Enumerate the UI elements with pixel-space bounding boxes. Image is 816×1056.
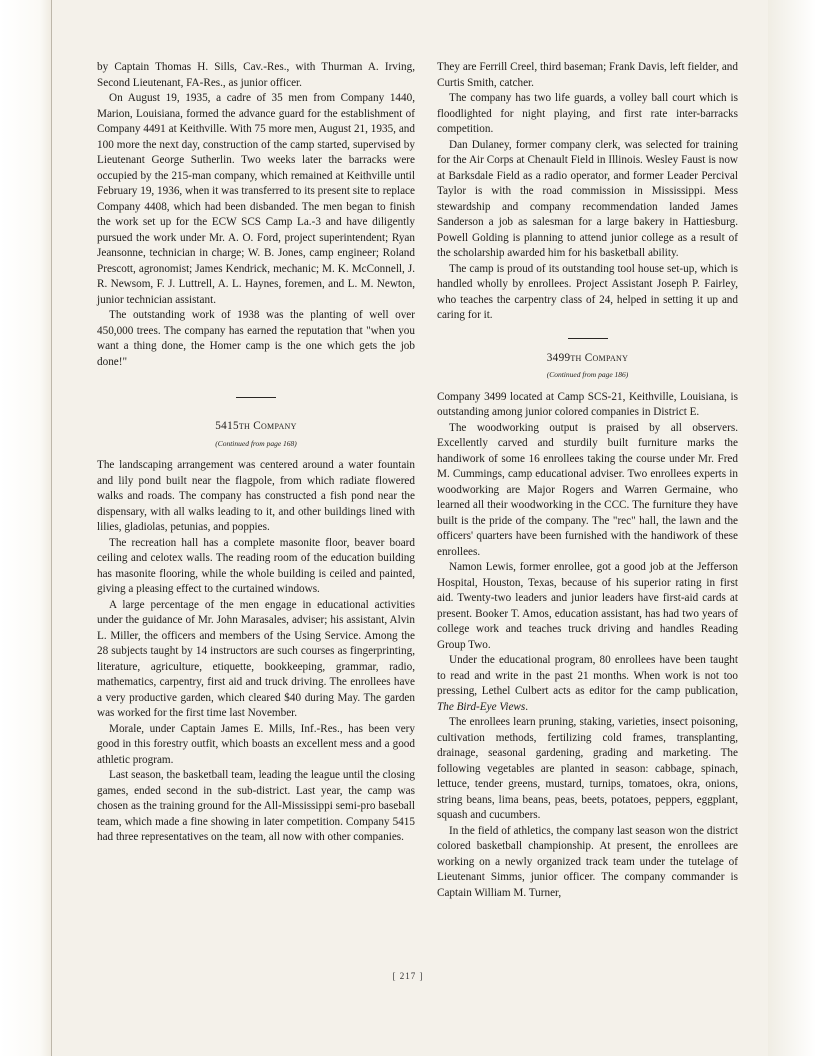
paragraph: The enrollees learn pruning, staking, varieties, insect poisoning, cultivation methods, fertilizing cold frames, transplanting, drainage, seasonal gardening, grading and marketing. The following vegetables are planted in season: cabbage, spinach, lettuce, tender greens, mustard, turnips, tomatoes, okra, onions, string beans, lima beans, peas, beets, potatoes, peppers, eggplant, squash and cucumbers. xyxy=(437,716,738,821)
left-column xyxy=(97,60,415,846)
section-heading-5415 xyxy=(97,397,415,451)
right-page-shadow xyxy=(768,0,816,1056)
paragraph: The recreation hall has a complete masonite floor, beaver board ceiling and celotex walls. The reading room of the education building has masonite flooring, while the whole building is ceiled and painted, giving a pleasing effect to the curtained windows. xyxy=(97,536,415,595)
paragraph: The outstanding work of 1938 was the planting of well over 450,000 trees. The company has earned the reputation that "when you want a thing done, the Homer camp is the one which gets the job done!" xyxy=(97,309,415,368)
paragraph: Last season, the basketball team, leading the league until the closing games, ended second in the sub-district. Last year, the camp was chosen as the training ground for the All-Mississippi semi-pro baseball team, which made a fine showing in later competition. Company 5415 had three representatives on the team, all now with other companies. xyxy=(97,769,415,843)
paragraph: Namon Lewis, former enrollee, got a good job at the Jefferson Hospital, Houston, Texas, because of his superior rating in first aid. Twenty-two leaders and junior leaders have first-aid cards at present. Booker T. Amos, education assistant, has had two years of college work and teaches truck driving and handles Reading Group Two. xyxy=(437,561,738,651)
paragraph: A large percentage of the men engage in educational activities under the guidance of Mr. John Marasales, adviser; his assistant, Alvin L. Miller, the officers and members of the Using Service. Among the 28 subjects taught by 14 instructors are such courses as fingerprinting, literature, agriculture, etiquette, bookkeeping, grammar, radio, mathematics, carpentry, first aid and truck driving. The enrollees have a very productive garden, which cleared $40 during May. The garden was worked for the first time last November. xyxy=(97,598,415,719)
paragraph-text: Under the educational program, 80 enrollees have been taught to read and write in the past 21 months. When work is not too pressing, Lethel Culbert acts as editor for the camp publication, xyxy=(437,654,738,697)
paragraph: In the field of athletics, the company last season won the district colored basketball championship. At present, the enrollees are working on a newly organized track team under the tutelage of Lieutenant Simms, junior officer. The company commander is Captain William M. Turner, xyxy=(437,824,738,899)
paragraph: Morale, under Captain James E. Mills, Inf.-Res., has been very good in this forestry outfit, which boasts an excellent mess and a good athletic program. xyxy=(97,722,415,766)
page-number: [ 217 ] xyxy=(392,971,424,981)
right-column xyxy=(437,60,738,901)
left-page-edge xyxy=(0,0,52,1056)
paragraph-text: . xyxy=(525,700,529,713)
paragraph: On August 19, 1935, a cadre of 35 men from Company 1440, Marion, Louisiana, formed the advance guard for the establishment of Company 4491 at Keithville. With 75 more men, August 21, 1935, and 100 more the next day, construction of the camp started, supervised by Lieutenant George Sutherlin. Two weeks later the barracks were occupied by the 215-man company, which remained at Keithville until February 19, 1936, when it was transferred to its present site to replace Company 4408, which had been disbanded. The men began to finish the work set up for the ECW SCS Camp La.-3 and have diligently pursued the work under Mr. A. O. Ford, project superintendent; Ryan Jeansonne, technician in charge; W. B. Jones, camp engineer; Roland Prescott, agronomist; James Kendrick, mechanic; M. K. McConnell, J. R. Newsom, F. J. Luttrell, A. L. Haynes, foremen, and L. M. Newton, junior technician assistant. xyxy=(97,92,415,306)
section-heading-3499 xyxy=(437,338,738,383)
paragraph: The company has two life guards, a volley ball court which is floodlighted for night playing, and first rate inter-barracks competition. xyxy=(437,92,738,135)
paragraph: Company 3499 located at Camp SCS-21, Keithville, Louisiana, is outstanding among junior colored companies in District E. xyxy=(437,390,738,418)
continued-note: (Continued from page 168) xyxy=(215,438,297,448)
section-divider xyxy=(568,338,608,339)
paragraph-education xyxy=(437,653,738,715)
section-divider xyxy=(236,397,276,398)
paragraph: The woodworking output is praised by all observers. Excellently carved and sturdily built furniture marks the handiwork of some 16 enrollees taking the course under Mr. Fred M. Cummings, camp educational adviser. Two enrollees experts in woodworking are Major Rogers and Warren Germaine, who learned all their woodworking in the CCC. The furniture they have built is the pride of the company. The "rec" hall, the lawn and the officers' quarters have been furnished with the handiwork of these enrollees. xyxy=(437,421,738,558)
paragraph: They are Ferrill Creel, third baseman; Frank Davis, left fielder, and Curtis Smith, catcher. xyxy=(437,61,738,89)
section-title: 3499th Company xyxy=(546,351,629,364)
paragraph: Dan Dulaney, former company clerk, was selected for training for the Air Corps at Chenault Field in Illinois. Wesley Faust is now at Barksdale Field as a radio operator, and former Leader Percival Taylor is with the road commission in Mississippi. Mess stewardship and company recommendation landed James Sanderson a job as salesman for a large bakery in Hattiesburg. Powell Golding is planning to attend junior college as a result of the scholarship awarded him for his basketball ability. xyxy=(437,138,738,259)
section-title: 5415th Company xyxy=(215,420,297,432)
paragraph: The camp is proud of its outstanding tool house set-up, which is handled wholly by enrollees. Project Assistant Joseph P. Fairley, who teaches the carpentry class of 24, helped in setting it up and caring for it. xyxy=(437,262,738,321)
publication-title: The Bird-Eye Views xyxy=(437,700,526,713)
continued-note: (Continued from page 186) xyxy=(546,370,629,379)
paragraph: The landscaping arrangement was centered around a water fountain and lily pond built near the flagpole, from which radiate flowered walks and roads. The company has constructed a fish pond near the dispensary, with all walks leading to it, and other buildings lined with lilies, gladiolas, petunias, and poppies. xyxy=(97,459,415,533)
paragraph: by Captain Thomas H. Sills, Cav.-Res., with Thurman A. Irving, Second Lieutenant, FA-Res., as junior officer. xyxy=(97,61,415,89)
